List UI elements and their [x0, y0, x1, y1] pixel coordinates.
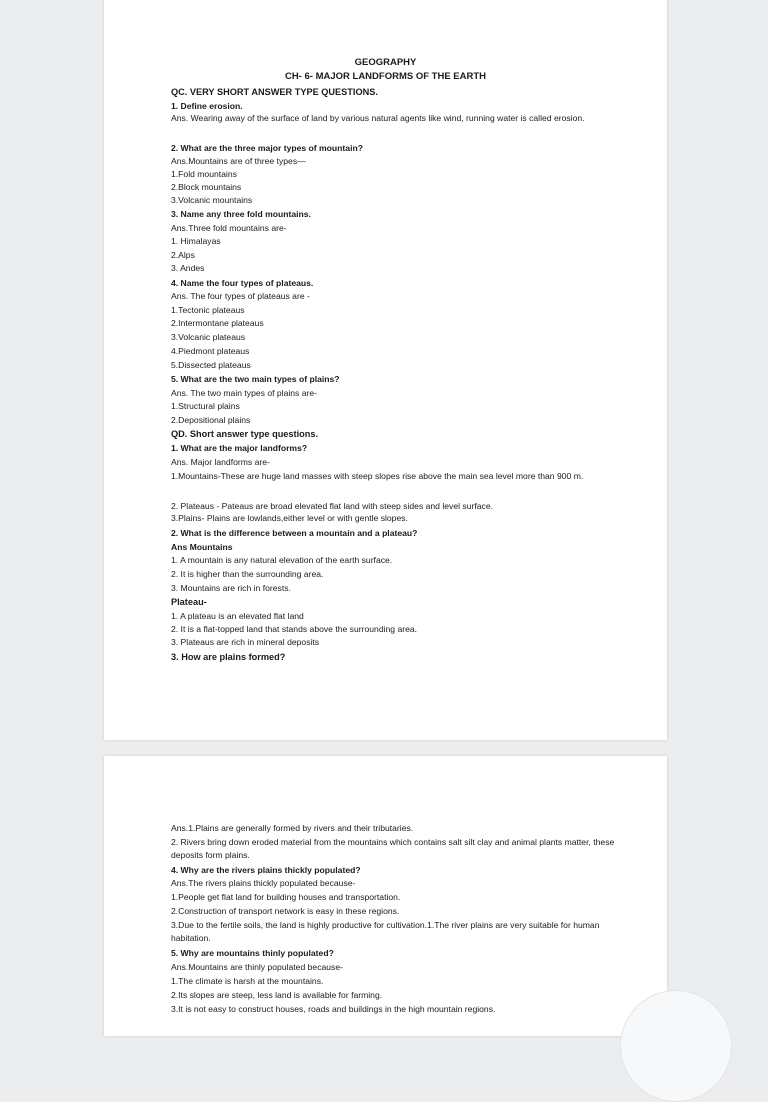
text-line: 1.The climate is harsh at the mountains. [171, 976, 324, 986]
text-line: 3.Plains- Plains are lowlands,either level or with gentle slopes. [171, 513, 408, 523]
scroll-overlay-circle [620, 990, 732, 1102]
text-line: 3.It is not easy to construct houses, roads and buildings in the high mountain regions. [171, 1004, 496, 1014]
chapter-title: CH- 6- MAJOR LANDFORMS OF THE EARTH [284, 71, 487, 82]
text-line: Ans.Mountains are thinly populated because- [171, 962, 343, 972]
subject-title: GEOGRAPHY [354, 57, 417, 68]
text-line: 5. Why are mountains thinly populated? [171, 948, 334, 958]
text-line: 4. Why are the rivers plains thickly populated? [171, 865, 361, 875]
text-line: 3. How are plains formed? [171, 652, 286, 662]
text-line: Ans Mountains [171, 542, 233, 552]
text-line: 5.Dissected plateaus [171, 360, 251, 370]
text-line: Ans. The four types of plateaus are - [171, 291, 310, 301]
text-line: 2. What are the three major types of mountain? [171, 143, 363, 153]
text-line: Ans. Wearing away of the surface of land by various natural agents like wind, running water is called erosion. [171, 113, 585, 123]
text-line: 4. Name the four types of plateaus. [171, 278, 314, 288]
text-line: Ans. The two main types of plains are- [171, 388, 318, 398]
document-page-2 [104, 756, 667, 1036]
text-line: 2.Block mountains [171, 182, 242, 192]
text-line: 2.Alps [171, 250, 195, 260]
document-page-1 [104, 0, 667, 740]
text-line: Ans.Mountains are of three types— [171, 156, 306, 166]
text-line: 1. Himalayas [171, 236, 221, 246]
text-line: 3.Volcanic mountains [171, 195, 253, 205]
text-line: Ans. Major landforms are- [171, 457, 270, 467]
text-line: Ans.Three fold mountains are- [171, 223, 287, 233]
text-line: 2. Plateaus - Pateaus are broad elevated flat land with steep sides and level surface. [171, 501, 493, 511]
text-line: 3. Andes [171, 263, 205, 273]
text-line: Plateau- [171, 597, 207, 607]
text-line: 1. Define erosion. [171, 101, 243, 111]
text-line: 3. Plateaus are rich in mineral deposits [171, 637, 320, 647]
text-line: 1. A mountain is any natural elevation of the earth surface. [171, 555, 393, 565]
text-line: 1.Tectonic plateaus [171, 305, 245, 315]
text-line: 2.Intermontane plateaus [171, 318, 264, 328]
text-line: 2.Depositional plains [171, 415, 251, 425]
text-line: QC. VERY SHORT ANSWER TYPE QUESTIONS. [171, 87, 378, 97]
text-line: 2. What is the difference between a mountain and a plateau? [171, 528, 418, 538]
text-line: 2.Construction of transport network is easy in these regions. [171, 906, 400, 916]
text-line: 1.Mountains-These are huge land masses with steep slopes rise above the main sea level more than 900 m. [171, 471, 584, 481]
text-line: 1.Fold mountains [171, 169, 237, 179]
text-line: Ans.The rivers plains thickly populated because- [171, 878, 356, 888]
text-line: 3.Volcanic plateaus [171, 332, 246, 342]
text-line: 1. A plateau is an elevated flat land [171, 611, 304, 621]
text-line: 1.People get flat land for building houses and transportation. [171, 892, 401, 902]
text-line: 3. Name any three fold mountains. [171, 209, 311, 219]
text-line: 1.Structural plains [171, 401, 240, 411]
text-line: 2. Rivers bring down eroded material from the mountains which contains salt silt clay and animal plants matter, these deposits form plains. [171, 837, 615, 860]
text-line: 2.Its slopes are steep, less land is available for farming. [171, 990, 383, 1000]
text-line: Ans.1.Plains are generally formed by rivers and their tributaries. [171, 823, 414, 833]
text-line: QD. Short answer type questions. [171, 429, 319, 439]
text-line: 2. It is higher than the surrounding area. [171, 569, 324, 579]
text-line: 4.Piedmont plateaus [171, 346, 250, 356]
text-line: 1. What are the major landforms? [171, 443, 308, 453]
text-line: 3. Mountains are rich in forests. [171, 583, 291, 593]
text-line: 3.Due to the fertile soils, the land is highly productive for cultivation.1.The river plains are very suitable for human habitation. [171, 920, 600, 943]
text-line: 5. What are the two main types of plains? [171, 374, 340, 384]
text-line: 2. It is a flat-topped land that stands above the surrounding area. [171, 624, 418, 634]
